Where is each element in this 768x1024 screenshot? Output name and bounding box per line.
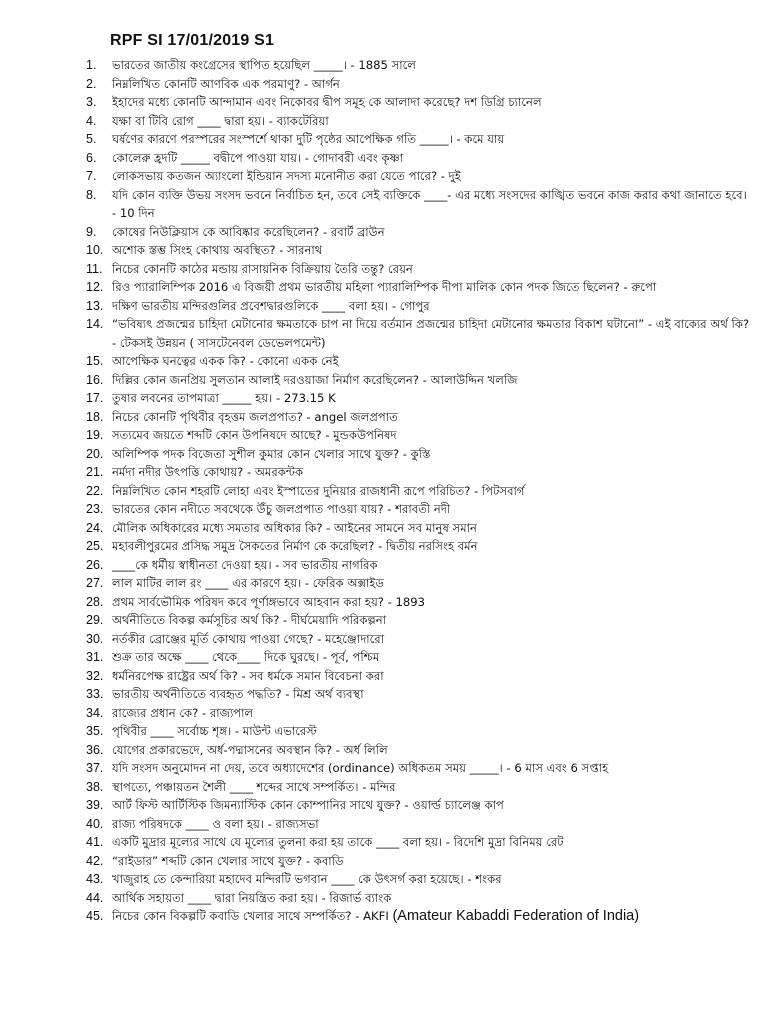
- answer-expansion: (Amateur Kabaddi Federation of India): [392, 908, 640, 924]
- question-item: [86, 648, 750, 667]
- question-item: [86, 149, 750, 168]
- question-number: 32.: [86, 668, 104, 683]
- question-text: যদি কোন ব্যক্তি উভয় সংসদ ভবনে নির্বাচিত হন, তবে সেই ব্যক্তিকে ____- এর মধ্যে সংসদের কাঙ্খিত ভবনে কাজ করার কথা জানাতে হবে। - 10 দিন: [112, 187, 747, 220]
- question-text: তুষার লবনের তাপমাত্রা _____ হয়। - 273.15 K: [112, 391, 336, 405]
- question-number: 38.: [86, 779, 104, 794]
- question-text: একটি মুদ্রার মূল্যের সাথে যে মূল্যের তুলনা করা হয় তাকে ____ বলা হয়। - বিদেশি মুদ্রা বিনিময় রেট: [112, 835, 564, 849]
- question-text: স্থাপত্যে, পঞ্চায়তন শৈলী ____ শব্দের সাথে সম্পর্কিত। - মন্দির: [112, 779, 396, 794]
- question-text: রিও প্যারালিম্পিক 2016 এ বিজয়ী প্রথম ভারতীয় মহিলা প্যারালিম্পিক দীপা মালিক কোন পদক জিতে ছিলেন? - রুপো: [112, 280, 657, 294]
- question-item: [86, 278, 750, 297]
- question-number: 29.: [86, 613, 104, 627]
- question-number: 19.: [86, 428, 104, 442]
- question-text: মৌলিক অধিকারের মধ্যে সমতার অধিকার কি? - আইনের সামনে সব মানুষ সমান: [112, 520, 477, 535]
- page-title: RPF SI 17/01/2019 S1: [110, 32, 275, 49]
- question-item: [86, 93, 750, 112]
- question-text: ঘর্ষণের কারণে পরস্পরের সংস্পর্শে থাকা দুটি পৃষ্ঠের আপেক্ষিক গতি _____। - কমে যায়: [112, 132, 505, 146]
- question-item: [86, 630, 750, 649]
- question-item: [86, 315, 750, 352]
- question-number: 30.: [86, 631, 104, 646]
- question-item: [86, 241, 750, 260]
- question-number: 36.: [86, 742, 104, 757]
- question-text: নর্তকীর ব্রোঞ্জের মূর্তি কোথায় পাওয়া গেছে? - মহেঞ্জোদারো: [112, 631, 385, 646]
- question-text: লাল মাটির লাল রং ____ এর কারণে হয়। - ফেরিক অক্সাইড: [112, 576, 384, 590]
- question-text: ধর্মনিরপেক্ষ রাষ্ট্রের অর্থ কি? - সব ধর্মকে সমান বিবেচনা করা: [112, 668, 384, 683]
- question-number: 42.: [86, 853, 104, 868]
- question-number: 4.: [86, 113, 97, 128]
- question-item: [86, 685, 750, 704]
- question-item: [86, 611, 750, 630]
- question-text: ____কে ধর্মীয় স্বাধীনতা দেওয়া হয়। - সব ভারতীয় নাগরিক: [112, 557, 378, 572]
- question-number: 17.: [86, 391, 104, 405]
- question-text: অর্থনীতিতে বিকল্প কর্মসূচির অর্থ কি? - দীর্ঘমেয়াদি পরিকল্পনা: [112, 613, 387, 627]
- question-item: [86, 778, 750, 797]
- question-number: 45.: [86, 909, 104, 923]
- question-number: 41.: [86, 835, 104, 849]
- question-number: 26.: [86, 557, 104, 572]
- question-text: প্রথম সার্বভৌমিক পরিষদ কবে পূর্ণাঙ্গভাবে আহবান করা হয়? - 1893: [112, 594, 425, 609]
- question-item: [86, 556, 750, 575]
- question-text: শুক্র তার অক্ষে ____ থেকে____ দিকে ঘুরছে। - পূর্ব, পশ্চিম: [112, 650, 380, 664]
- question-number: 23.: [86, 502, 104, 516]
- question-item: [86, 833, 750, 852]
- question-number: 9.: [86, 224, 97, 239]
- question-number: 28.: [86, 594, 104, 609]
- question-item: [86, 408, 750, 427]
- question-text: ইহাদের মধ্যে কোনটি আন্দামান এবং নিকোবর দ্বীপ সমূহ কে আলাদা করেছে? দশ ডিগ্রি চ্যানেল: [112, 95, 542, 109]
- question-text: “রাইডার” শব্দটি কোন খেলার সাথে যুক্ত? - কবাডি: [112, 853, 344, 868]
- question-text: মহাবলীপুরমের প্রসিদ্ধ সমুদ্র সৈকতের নির্মাণ কে করেছিল? - দ্বিতীয় নরসিংহ বর্মন: [112, 539, 478, 553]
- question-text: দিল্লির কোন জনপ্রিয় সুলতান আলাই দরওয়াজা নির্মাণ করেছিলেন? - আলাউদ্দিন খলজি: [112, 372, 518, 387]
- question-item: [86, 537, 750, 556]
- question-number: 22.: [86, 483, 104, 498]
- question-item: [86, 519, 750, 538]
- question-number: 11.: [86, 261, 103, 276]
- question-item: [86, 482, 750, 501]
- question-number: 40.: [86, 816, 104, 831]
- question-text: যোগের প্রকারভেদে, অর্ধ-পদ্মাসনের অবস্থান কি? - অর্ধ লিলি: [112, 742, 388, 757]
- question-item: [86, 56, 750, 75]
- question-number: 16.: [86, 372, 104, 387]
- question-item: [86, 352, 750, 371]
- question-item: [86, 889, 750, 908]
- question-item: [86, 852, 750, 871]
- question-item: [86, 167, 750, 186]
- question-number: 14.: [86, 317, 104, 331]
- question-text: যদি সংসদ অনুমোদন না দেয়, তবে অধ্যাদেশের (ordinance) অধিকতম সময় _____। - 6 মাস এবং 6 সপ্তাহ: [112, 761, 609, 775]
- question-item: [86, 371, 750, 390]
- question-item: [86, 500, 750, 519]
- question-text: অশোক স্তম্ভ সিংহ কোথায় অবস্থিত? - সারনাথ: [112, 243, 323, 257]
- question-item: [86, 722, 750, 741]
- question-number: 43.: [86, 872, 104, 886]
- question-item: [86, 593, 750, 612]
- question-text: পৃথিবীর ____ সর্বোচ্চ শৃঙ্গ। - মাউন্ট এভারেস্ট: [112, 724, 317, 738]
- question-number: 18.: [86, 409, 104, 424]
- question-text: অলিম্পিক পদক বিজেতা সুশীল কুমার কোন খেলার সাথে যুক্ত? - কুস্তি: [112, 446, 431, 461]
- question-text: রাজ্যের প্রধান কে? - রাজ্যপাল: [112, 705, 254, 720]
- question-number: 20.: [86, 446, 104, 461]
- question-item: [86, 815, 750, 834]
- question-number: 1.: [86, 58, 97, 72]
- question-text: কোলেরু হ্রদটি _____ বদ্বীপে পাওয়া যায়। - গোদাবরী এবং কৃষ্ণা: [112, 150, 404, 165]
- question-item: [86, 463, 750, 482]
- question-text: নর্মদা নদীর উৎপত্তি কোথায়? - অমরকন্টক: [112, 465, 304, 479]
- question-item: [86, 704, 750, 723]
- question-number: 35.: [86, 724, 104, 738]
- question-item: [86, 870, 750, 889]
- question-text: নিচের কোনটি কাঠের মন্ডায় রাসায়নিক বিক্রিয়ায় তৈরি তন্তু? রেয়ন: [112, 261, 413, 276]
- question-number: 33.: [86, 687, 104, 701]
- question-text: কোষের নিউক্লিয়াস কে আবিষ্কার করেছিলেন? - রবার্ট ব্রাউন: [112, 224, 385, 239]
- question-number: 5.: [86, 132, 97, 146]
- question-item: [86, 186, 750, 223]
- question-item: [86, 297, 750, 316]
- question-text: যক্ষা বা টিবি রোগ ____ দ্বারা হয়। - ব্যাকটেরিয়া: [112, 113, 329, 128]
- question-number: 25.: [86, 539, 104, 553]
- question-item: [86, 389, 750, 408]
- question-number: 44.: [86, 890, 104, 905]
- question-item: [86, 574, 750, 593]
- question-text: “ভবিষ্যৎ প্রজন্মের চাহিদা মেটানোর ক্ষমতাকে চাপ না দিয়ে বর্তমান প্রজন্মের চাহিদা মেটানোর ক্ষমতার বিকাশ ঘটানো” - এই বাক্যের অর্থ কি? - টেকসই উন্নয়ন ( সাসটেনেবল ডেভেলপমেন্ট): [112, 317, 750, 350]
- question-number: 10.: [86, 243, 104, 257]
- question-item: [86, 445, 750, 464]
- question-number: 24.: [86, 520, 104, 535]
- question-item: [86, 741, 750, 760]
- question-text: ভারতের জাতীয় কংগ্রেসের স্থাপিত হয়েছিল _____। - 1885 সালে: [112, 58, 416, 72]
- question-item: [86, 796, 750, 815]
- question-text: আপেক্ষিক ঘনত্বের একক কি? - কোনো একক নেই: [112, 354, 339, 368]
- question-text: নিচের কোনটি পৃথিবীর বৃহত্তম জলপ্রপাত? - angel জলপ্রপাত: [112, 409, 398, 424]
- question-item: [86, 223, 750, 242]
- question-number: 2.: [86, 76, 97, 91]
- question-number: 13.: [86, 298, 104, 313]
- question-number: 15.: [86, 354, 104, 368]
- question-number: 27.: [86, 576, 104, 590]
- question-item: [86, 426, 750, 445]
- question-text: আর্থিক সহায়তা ____ দ্বারা নিয়ন্ত্রিত করা হয়। - রিজার্ভ ব্যাংক: [112, 890, 392, 905]
- question-item: [86, 759, 750, 778]
- question-number: 7.: [86, 169, 97, 183]
- question-number: 6.: [86, 150, 97, 165]
- question-text: ভারতের কোন নদীতে সবথেকে উঁচু জলপ্রপাত পাওয়া যায়? - শরাবতী নদী: [112, 502, 451, 516]
- question-number: 8.: [86, 187, 97, 202]
- question-text: নিম্নলিখিত কোনটি আণবিক এক পরমাণু? - আর্গন: [112, 76, 340, 91]
- question-text: নিম্নলিখিত কোন শহরটি লোহা এবং ইস্পাতের দুনিয়ার রাজধানী রূপে পরিচিত? - পিটসবার্গ: [112, 483, 525, 498]
- question-item: [86, 260, 750, 279]
- question-item: [86, 75, 750, 94]
- question-item: [86, 907, 750, 926]
- question-item: [86, 667, 750, 686]
- question-text: নিচের কোন বিকল্পটি কবাডি খেলার সাথে সম্পর্কিত? - AKFI: [112, 909, 389, 923]
- question-text: ভারতীয় অর্থনীতিতে ব্যবহৃত পদ্ধতি? - মিশ্র অর্থ ব্যবস্থা: [112, 687, 364, 701]
- question-text: দক্ষিণ ভারতীয় মন্দিরগুলির প্রবেশদ্বারগুলিকে ____ বলা হয়। - গোপুর: [112, 298, 430, 313]
- question-number: 37.: [86, 761, 104, 775]
- question-text: খাজুরাহ তে কেন্দারিয়া মহাদেব মন্দিরটি ভগবান ____ কে উৎসর্গ করা হয়েছে। - শংকর: [112, 872, 502, 886]
- question-number: 21.: [86, 465, 104, 479]
- question-number: 39.: [86, 798, 104, 812]
- question-item: [86, 112, 750, 131]
- question-number: 34.: [86, 705, 104, 720]
- question-list: [86, 56, 750, 926]
- question-item: [86, 130, 750, 149]
- question-number: 31.: [86, 650, 104, 664]
- question-number: 3.: [86, 95, 97, 109]
- question-number: 12.: [86, 280, 104, 294]
- question-text: সত্যমেব জয়তে শব্দটি কোন উপনিষদে আছে? - মুন্ডকউপনিষদ: [112, 428, 397, 442]
- question-text: রাজ্য পরিষদকে ____ ও বলা হয়। - রাজ্যসভা: [112, 816, 319, 831]
- question-text: লোকসভায় কতজন অ্যাংলো ইন্ডিয়ান সদস্য মনোনীত করা যেতে পারে? - দুই: [112, 169, 461, 183]
- question-text: আর্ট ফিস্ট আর্টিস্টিক জিমন্যাস্টিক কোন কোম্পানির সাথে যুক্ত? - ওয়ার্ল্ড চ্যালেঞ্জ কাপ: [112, 798, 504, 812]
